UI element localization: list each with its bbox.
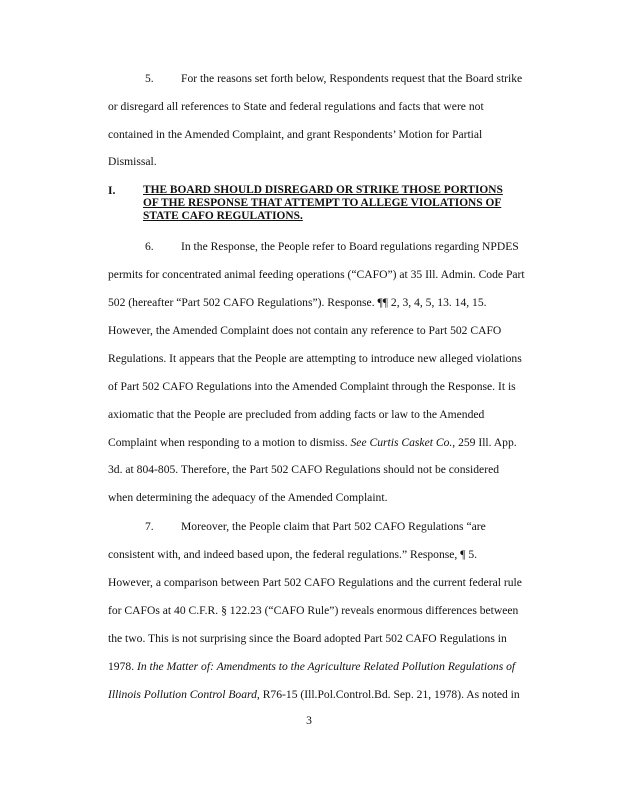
paragraph-5-line-3: contained in the Amended Complaint, and grant Respondents’ Motion for Partial bbox=[108, 128, 483, 141]
paragraph-7-line-3: However, a comparison between Part 502 CAFO Regulations and the current federal rule bbox=[108, 576, 522, 589]
paragraph-6-line-6: of Part 502 CAFO Regulations into the Amended Complaint through the Response. It is bbox=[108, 380, 516, 393]
section-i-heading-line-2: OF THE RESPONSE THAT ATTEMPT TO ALLEGE VIOLATIONS OF bbox=[143, 197, 502, 209]
paragraph-6-line-8-prefix: Complaint when responding to a motion to dismiss. bbox=[108, 436, 351, 449]
section-i-number: I. bbox=[108, 184, 116, 197]
paragraph-6-line-5: Regulations. It appears that the People are attempting to introduce new alleged violations bbox=[108, 352, 522, 365]
paragraph-6-line-2: permits for concentrated animal feeding operations (“CAFO”) at 35 Ill. Admin. Code Part bbox=[108, 268, 525, 281]
paragraph-7-line-6-prefix: 1978. bbox=[108, 660, 137, 673]
paragraph-6-line-8-suffix: , 259 Ill. App. bbox=[452, 436, 517, 449]
paragraph-6-line-9: 3d. at 804-805. Therefore, the Part 502 CAFO Regulations should not be considered bbox=[108, 463, 500, 476]
section-i-heading-line-3: STATE CAFO REGULATIONS. bbox=[143, 210, 303, 222]
paragraph-5-line-4: Dismissal. bbox=[108, 155, 157, 168]
paragraph-7-line-6 bbox=[108, 660, 528, 673]
paragraph-7-line-2: consistent with, and indeed based upon, the federal regulations.” Response, ¶ 5. bbox=[108, 548, 478, 561]
paragraph-5-line-2: or disregard all references to State and federal regulations and facts that were not bbox=[108, 100, 484, 113]
paragraph-7-line-7 bbox=[108, 688, 528, 701]
paragraph-6-line-4: However, the Amended Complaint does not contain any reference to Part 502 CAFO bbox=[108, 324, 502, 337]
page-number: 3 bbox=[306, 714, 312, 727]
section-i-heading-line-1: THE BOARD SHOULD DISREGARD OR STRIKE THOSE PORTIONS bbox=[143, 184, 503, 196]
paragraph-5-number: 5. bbox=[145, 72, 154, 85]
paragraph-7-number: 7. bbox=[145, 520, 154, 533]
paragraph-7-line-7-suffix: , R76-15 (Ill.Pol.Control.Bd. Sep. 21, 1978). As noted in bbox=[256, 688, 520, 701]
paragraph-5-line-1: For the reasons set forth below, Respondents request that the Board strike bbox=[181, 72, 523, 85]
paragraph-7-line-4: for CAFOs at 40 C.F.R. § 122.23 (“CAFO Rule”) reveals enormous differences between bbox=[108, 604, 519, 617]
case-citation-curtis-casket: See Curtis Casket Co. bbox=[350, 436, 453, 449]
paragraph-6-line-10: when determining the adequacy of the Amended Complaint. bbox=[108, 491, 388, 504]
paragraph-6-line-8 bbox=[108, 436, 528, 449]
paragraph-6-line-3: 502 (hereafter “Part 502 CAFO Regulations”). Response. ¶¶ 2, 3, 4, 5, 13. 14, 15. bbox=[108, 296, 487, 309]
paragraph-7-line-1: Moreover, the People claim that Part 502 CAFO Regulations “are bbox=[181, 520, 486, 533]
paragraph-6-number: 6. bbox=[145, 240, 154, 253]
paragraph-6-line-1: In the Response, the People refer to Board regulations regarding NPDES bbox=[181, 240, 519, 253]
paragraph-6-line-7: axiomatic that the People are precluded from adding facts or law to the Amended bbox=[108, 408, 485, 421]
case-citation-amendments: In the Matter of: Amendments to the Agriculture Related Pollution Regulations of bbox=[136, 660, 516, 673]
case-citation-board: Illinois Pollution Control Board bbox=[108, 688, 257, 701]
paragraph-7-line-5: the two. This is not surprising since the Board adopted Part 502 CAFO Regulations in bbox=[108, 632, 507, 645]
